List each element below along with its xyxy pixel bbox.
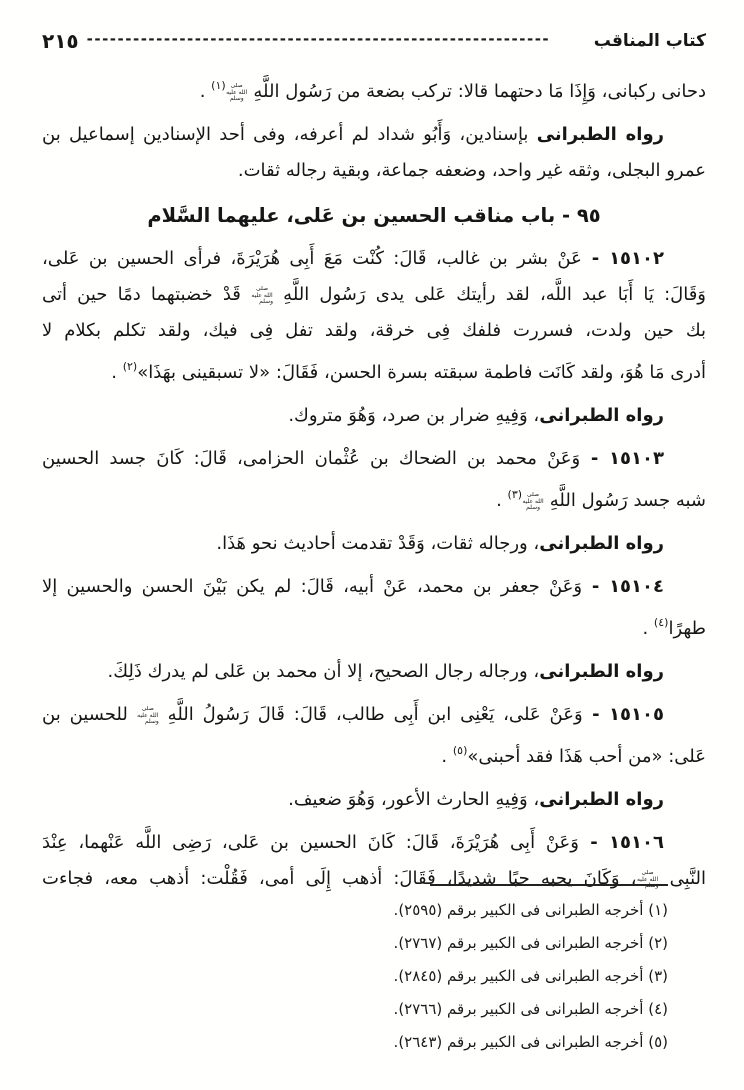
running-header [42,26,706,56]
text-segment: وَعَنْ أَبِى هُرَيْرَةَ، قَالَ: كَانَ الحسين بن عَلى، رَضِى اللَّه عَنْهما، عِنْدَ [42,832,579,853]
pbuh-honorific-icon: صلى الله عليه وسلم [226,83,248,103]
text-segment: دحانى ركبانى، وَإِذَا مَا دحتهما قالا: تركب بضعة من رَسُول اللَّهِ [247,81,706,102]
footnote-ref: (٤) [653,616,669,629]
text-line [42,733,706,775]
text-segment: . [642,618,654,639]
text-segment: قَدْ خضبتهما دمًا حين أتى [42,284,252,305]
text-segment: النَّبِى [658,868,707,889]
text-segment: بإسنادين، وَأَبُو شداد لم أعرفه، وفى أحد الإسنادين إسماعيل بن [42,124,537,145]
text-segment: ، وَفِيهِ ضرار بن صرد، وَهُوَ متروك. [288,405,540,426]
footnote-ref: (٥) [452,744,468,757]
text-segment: شبه جسد رَسُول اللَّهِ [544,490,706,511]
header-dash-rule: ------------------------------------------------------------ [86,30,551,48]
text-line [42,68,706,110]
text-line [42,477,706,519]
text-line [42,569,706,605]
footnote-text: أخرجه الطبرانى فى الكبير برقم (٢٨٤٥). [393,967,649,985]
pbuh-honorific-icon: صلى الله عليه وسلم [137,706,159,726]
text-segment: وَعَنْ محمد بن الضحاك بن عُثْمان الحزامى، قَالَ: كَانَ جسد الحسين [42,448,581,469]
text-line [42,241,706,277]
footnote-text: أخرجه الطبرانى فى الكبير برقم (٢٦٤٣). [393,1033,649,1051]
text-segment: بك حين ولدت، فسررت فلفك فِى خرقة، ولقد تفل فِى فيك، ولقد تكلم بكلام لا [42,320,706,341]
pbuh-honorific-icon: صلى الله عليه وسلم [522,492,544,512]
text-line [42,441,706,477]
text-segment: ، وَكَانَ يحبه حبًا شديدًا، فَقَالَ: أذهب إِلَى أمى، فَقُلْت: أذهب معه، فجاءت [42,868,637,889]
footnote-ref: (١) [211,79,226,92]
book-title: كتاب المناقب [593,31,706,51]
text-segment: عمرو البجلى، وثقه غير واحد، وضعفه جماعة، وبقية رجاله ثقات. [237,160,706,181]
footnote-separator [430,884,668,886]
text-line [42,605,706,647]
text-segment: رواه الطبرانى [539,533,664,554]
text-segment: ٩٥ - باب مناقب الحسين بن عَلى، عليهما السَّلام [147,204,601,227]
footnote-text: أخرجه الطبرانى فى الكبير برقم (٢٧٦٧). [393,934,649,952]
text-segment: ١٥١٠٦ - [578,832,664,853]
text-line [42,313,706,349]
footnote-line [394,1026,668,1059]
text-segment: عَلى: «من أحب هَذَا فقد أحبنى» [467,746,706,767]
text-segment: رواه الطبرانى [539,661,664,682]
text-segment: رواه الطبرانى [539,405,664,426]
text-segment: وَعَنْ جعفر بن محمد، عَنْ أبيه، قَالَ: لم يكن بَيْنَ الحسن والحسين إلا [42,576,583,597]
page-number: ٢١٥ [42,29,79,53]
text-segment: طهرًا [668,618,706,639]
text-segment: . [199,81,212,102]
pbuh-honorific-icon: صلى الله عليه وسلم [636,870,659,890]
text-segment: عَنْ بشر بن غالب، قَالَ: كُنْت مَعَ أَبِى هُرَيْرَةَ، فرأى الحسين بن عَلى، [42,248,582,269]
text-line [42,349,706,391]
footnote-marker: (٣) [648,967,668,985]
text-line [42,117,706,153]
text-line [42,697,706,733]
text-segment: . [441,746,453,767]
text-line [42,277,706,313]
text-segment: ١٥١٠٢ - [581,248,664,269]
footnote-line [394,960,668,993]
text-segment: ١٥١٠٤ - [582,576,664,597]
footnote-marker: (١) [648,901,668,919]
text-line [42,825,706,861]
text-line [42,654,706,690]
text-segment: ، ورجاله ثقات، وَقَدْ تقدمت أحاديث نحو هَذَا. [216,533,540,554]
footnote-line [394,927,668,960]
text-segment: للحسين بن [42,704,137,725]
text-segment: ١٥١٠٣ - [580,448,664,469]
footnote-ref: (٢) [122,360,138,373]
footnote-list [394,894,668,1059]
chapter-heading [42,198,706,234]
text-segment: وَعَنْ عَلى، يَعْنِى ابن أَبِى طالب، قَالَ: قَالَ رَسُولُ اللَّهِ [158,704,583,725]
footnote-text: أخرجه الطبرانى فى الكبير برقم (٢٧٦٦). [393,1000,649,1018]
footnote-marker: (٤) [648,1000,668,1018]
text-line [42,398,706,434]
text-line [42,526,706,562]
text-line [42,782,706,818]
text-segment: ، وَفِيهِ الحارث الأعور، وَهُوَ ضعيف. [288,789,540,810]
pbuh-honorific-icon: صلى الله عليه وسلم [251,286,274,306]
text-segment: . [496,490,508,511]
footnote-marker: (٢) [648,934,668,952]
text-line [42,153,706,189]
footnote-line [394,993,668,1026]
text-segment: ، ورجاله رجال الصحيح، إلا أن محمد بن عَلى لم يدرك ذَلِكَ. [107,661,540,682]
footnote-ref: (٣) [507,488,523,501]
text-segment: أدرى مَا هُوَ، ولقد كَانَت فاطمة سبقته بسرة الحسن، فَقَالَ: «لا تسبقينى بهَذَا» [137,362,706,383]
footnotes-block [394,884,668,1059]
text-segment: وَقَالَ: يَا أَبَا عبد اللَّه، لقد رأيتك عَلى يدى رَسُول اللَّهِ [273,284,706,305]
footnote-text: أخرجه الطبرانى فى الكبير برقم (٢٥٩٥). [393,901,649,919]
text-segment: رواه الطبرانى [536,124,664,145]
text-segment: ١٥١٠٥ - [582,704,664,725]
body-text [42,68,706,897]
text-segment: . [111,362,123,383]
footnote-line [394,894,668,927]
footnote-marker: (٥) [648,1033,668,1051]
text-segment: رواه الطبرانى [539,789,664,810]
